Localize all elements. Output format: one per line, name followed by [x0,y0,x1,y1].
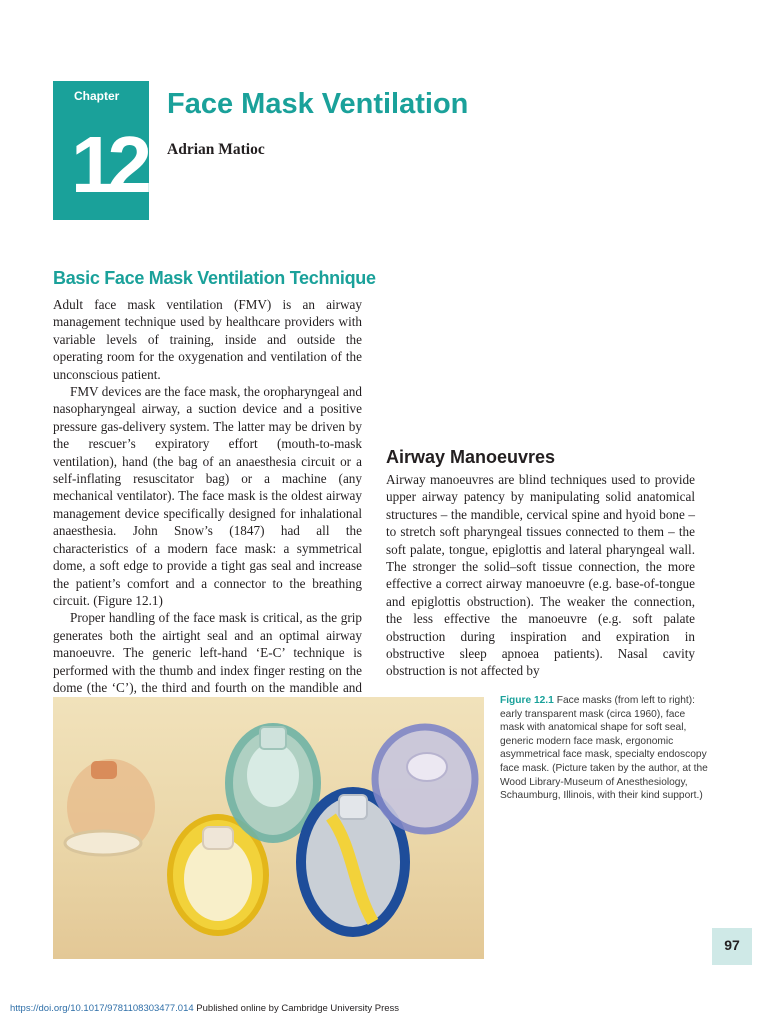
chapter-author: Adrian Matioc [167,141,265,158]
figure-caption-text: Face masks (from left to right): early transparent mask (circa 1960), face mask with anatomical shape for soft seal, generic modern face mask, ergonomic asymmetrical face mask, specialty endoscopy face mask. (Picture taken by the author, at the Wood Library-Museum of Anesthesiology, Schaumburg, Illinois, with their kind support.) [500,695,708,802]
mask-early-transparent [65,759,155,855]
column-continuation-space [386,266,695,432]
mask-generic-modern [229,727,317,839]
mask-endoscopy [375,727,475,831]
doi-link[interactable]: https://doi.org/10.1017/9781108303477.014 [10,1003,194,1014]
figure-label: Figure 12.1 [500,695,554,706]
footer [10,1003,399,1014]
section-heading-basic-fmv: Basic Face Mask Ventilation Technique [53,268,376,288]
paragraph-airway: Airway manoeuvres are blind techniques used to provide upper airway patency by manipulating solid anatomical structures – the mandible, cervical spine and hyoid bone – to stretch soft pharyngeal tissues connected to them – the soft palate, tongue, epiglottis and lateral pharyngeal wall. The stronger the solid–soft tissue connection, the more effective a correct airway manoeuvre (e.g. base-of-tongue and epiglottis obstruction). The weaker the connection, the less effective the manoeuvre (e.g. soft palate obstruction during inspiration and expiration in obstructive sleep apnoea patients). Nasal cavity obstruction is not affected by [386,472,695,679]
chapter-label: Chapter [74,89,120,103]
figure-photo-face-masks [53,697,484,959]
paragraph-1: Adult face mask ventilation (FMV) is an airway management technique used by healthcare providers with variable levels of training, inside and outside the operating room for the oxygenation and ventilation of the unconscious patient. [53,297,362,382]
chapter-title: Face Mask Ventilation [167,88,469,120]
section-heading-airway-manoeuvres: Airway Manoeuvres [386,447,556,467]
right-column [386,266,695,680]
page-number: 97 [724,937,740,953]
paragraph-3: Proper handling of the face mask is critical, as the grip generates both the airtight seal and an optimal airway manoeuvre. The generic left-hand ‘E-C’ technique is performed with the thumb and index finger resting on the dome (the ‘C’), the third and fourth on the mandible and [53,610,362,695]
page-number-box [712,928,752,965]
paragraph-2: FMV devices are the face mask, the oropharyngeal and nasopharyngeal airway, a suction device and a positive pressure gas-delivery system. The latter may be driven by the rescuer’s expiratory effort (mouth-to-mask ventilation), hand (the bag of an anaesthesia circuit or a self-inflating resuscitator bag) or a machine (any mechanical ventilator). The face mask is the oldest airway management device specifically designed for inhalational anaesthesia. John Snow’s (1847) had all the characteristics of a modern face mask: a symmetrical dome, a soft edge to provide a tight gas seal and increase the patient’s comfort and a connector to the breathing circuit. (Figure 12.1) [53,384,362,608]
chapter-number: 12 [71,120,144,209]
figure-caption [500,694,710,803]
footer-published-text: Published online by Cambridge University Press [196,1003,400,1014]
chapter-box [53,81,149,220]
